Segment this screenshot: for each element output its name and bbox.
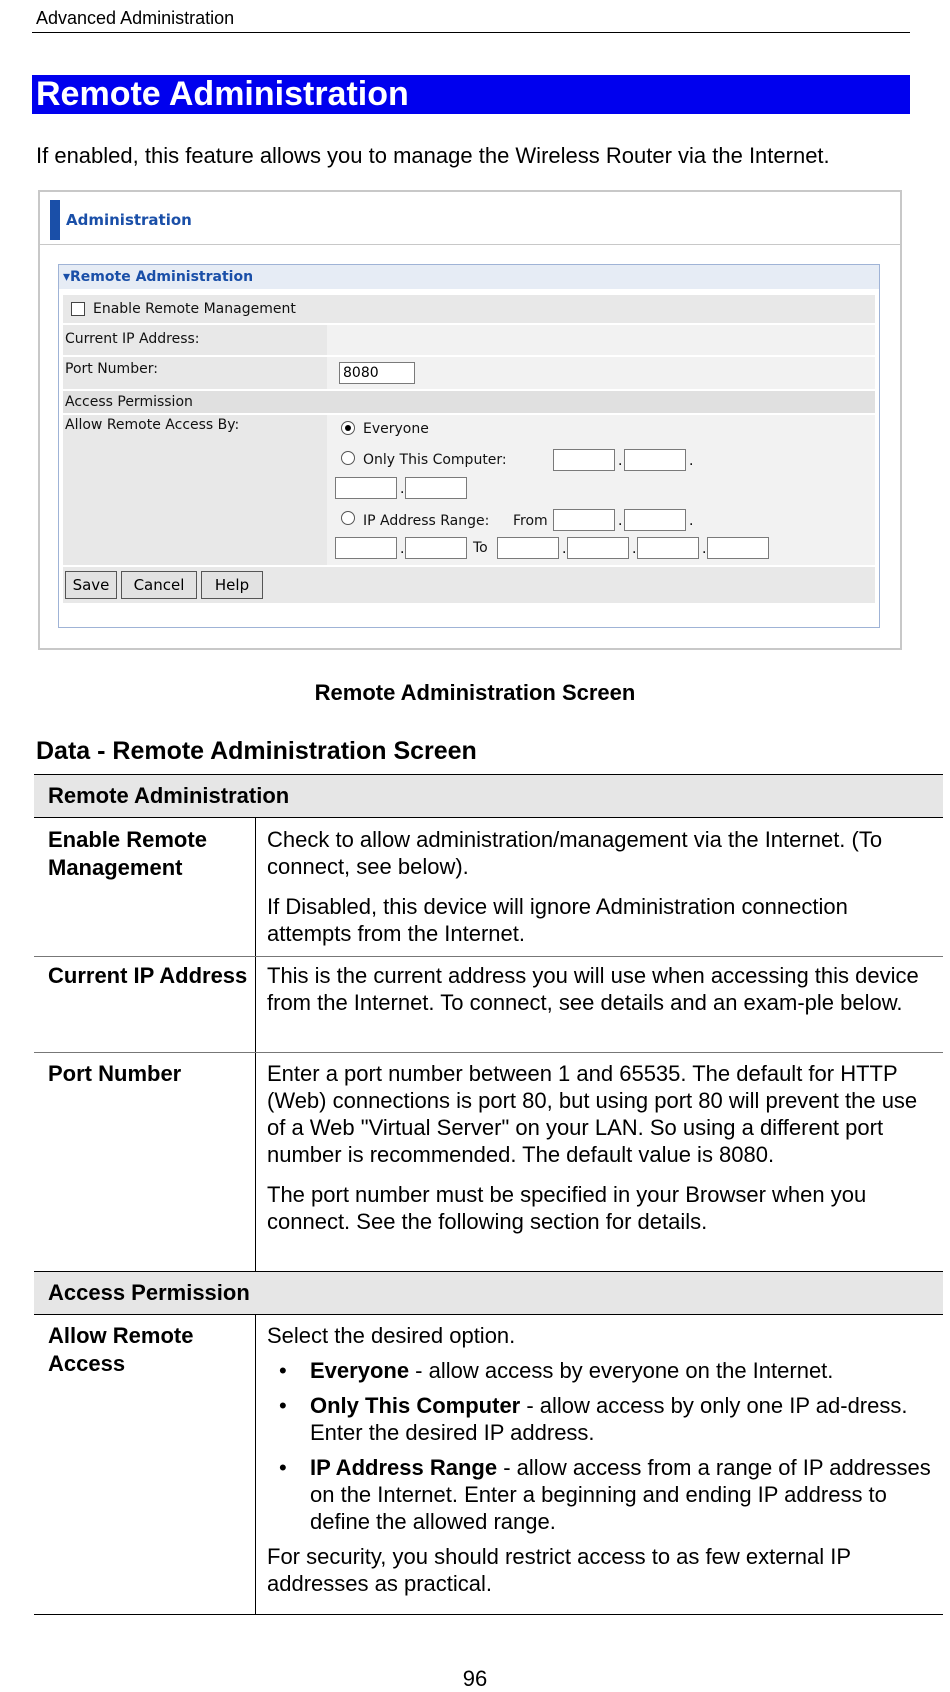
option-desc: - allow access by everyone on the Internet.: [409, 1358, 834, 1383]
everyone-label: Everyone: [363, 421, 429, 437]
table-section-access-permission: Access Permission: [34, 1272, 943, 1314]
desc-allow-remote: [267, 1322, 935, 1610]
term-current-ip: Current IP Address: [48, 963, 248, 988]
screenshot-panel: [38, 190, 902, 650]
button-row: [63, 567, 875, 603]
port-row: [63, 357, 875, 389]
allow-by-row: [63, 415, 875, 565]
admin-title: Administration: [50, 200, 192, 240]
from-octet-4[interactable]: [405, 537, 467, 559]
access-permission-row: [63, 391, 875, 413]
enable-row: [63, 295, 875, 323]
desc-paragraph: Check to allow administration/management via the Internet. (To connect, see below).: [267, 827, 883, 879]
dot-sep: .: [689, 453, 694, 469]
port-input[interactable]: 8080: [339, 362, 415, 384]
table-column-divider: [255, 1314, 256, 1614]
to-label: To: [473, 540, 488, 556]
title-divider: [40, 244, 900, 245]
dot-sep: .: [618, 453, 623, 469]
desc-paragraph: If Disabled, this device will ignore Administration connection attempts from the Internet.: [267, 894, 848, 946]
desc-paragraph: For security, you should restrict access to as few external IP addresses as practical.: [267, 1544, 851, 1596]
to-octet-3[interactable]: [637, 537, 699, 559]
from-octet-2[interactable]: [624, 509, 686, 531]
option-name: IP Address Range: [310, 1455, 498, 1480]
row-rule: [34, 956, 943, 957]
option-name: Only This Computer: [310, 1393, 521, 1418]
desc-current-ip: [267, 962, 935, 1029]
header-rule: [32, 32, 910, 33]
term-port-number: Port Number: [48, 1061, 182, 1086]
option-desc: - allow access from a range of IP addresses on the Internet. Enter a beginning and ending IP address to define the allowed range.: [310, 1455, 931, 1534]
option-desc: - allow access by only one IP ad-dress. Enter the desired IP address.: [310, 1393, 908, 1445]
row-rule: [34, 1052, 943, 1053]
dot-sep: .: [632, 541, 637, 557]
table-bottom-rule: [34, 1614, 943, 1615]
desc-port-number: [267, 1060, 935, 1248]
dot-sep: .: [618, 513, 623, 529]
allow-options-cell: [327, 415, 875, 565]
save-button[interactable]: Save: [65, 571, 117, 599]
to-octet-2[interactable]: [567, 537, 629, 559]
from-label: From: [513, 513, 548, 529]
only-this-radio[interactable]: [341, 451, 355, 465]
table-column-divider: [255, 818, 256, 1271]
current-ip-row: [63, 325, 875, 355]
figure-caption: Remote Administration Screen: [314, 680, 636, 705]
list-item: [267, 1357, 935, 1384]
desc-enable-remote: [267, 826, 935, 960]
only-ip-octet-2[interactable]: [624, 449, 686, 471]
enable-checkbox[interactable]: [71, 302, 85, 316]
everyone-radio[interactable]: [341, 421, 355, 435]
current-ip-label: Current IP Address:: [65, 331, 200, 347]
port-label: Port Number:: [65, 361, 158, 377]
cancel-button[interactable]: Cancel: [121, 571, 197, 599]
only-ip-octet-3[interactable]: [335, 477, 397, 499]
only-ip-octet-1[interactable]: [553, 449, 615, 471]
intro-text: If enabled, this feature allows you to manage the Wireless Router via the Internet.: [36, 143, 830, 168]
enable-label: Enable Remote Management: [93, 301, 296, 317]
range-label: IP Address Range:: [363, 513, 490, 529]
desc-paragraph: Select the desired option.: [267, 1323, 516, 1348]
desc-paragraph: This is the current address you will use when accessing this device from the Internet. To connect, see details and an exam-ple below.: [267, 963, 919, 1015]
table-rule: [34, 1314, 943, 1315]
from-octet-3[interactable]: [335, 537, 397, 559]
desc-paragraph: The port number must be specified in your Browser when you connect. See the following section for details.: [267, 1182, 867, 1234]
table-section-remote-admin: Remote Administration: [34, 775, 943, 817]
help-button[interactable]: Help: [201, 571, 263, 599]
access-permission-label: Access Permission: [65, 394, 193, 410]
running-header: Advanced Administration: [36, 8, 235, 28]
options-list: [267, 1357, 935, 1535]
dot-sep: .: [562, 541, 567, 557]
dot-sep: .: [400, 481, 405, 497]
term-enable-remote: Enable Remote Management: [48, 827, 207, 880]
allow-by-label: Allow Remote Access By:: [65, 417, 240, 433]
list-item: [267, 1454, 935, 1535]
section-label: Remote Administration: [70, 269, 254, 285]
only-this-label: Only This Computer:: [363, 452, 507, 468]
page-number: 96: [462, 1666, 488, 1691]
desc-paragraph: Enter a port number between 1 and 65535. The default for HTTP (Web) connections is port 80, but using port 80 will prevent the use of a Web "Virtual Server" on your LAN. So using a different port number is recommended. The default value is 8080.: [267, 1061, 918, 1167]
list-item: [267, 1392, 935, 1446]
table-rule: [34, 817, 943, 818]
triangle-down-icon: ▾: [63, 269, 71, 285]
only-ip-octet-4[interactable]: [405, 477, 467, 499]
dot-sep: .: [702, 541, 707, 557]
section-header[interactable]: [59, 265, 879, 289]
port-value-cell: [327, 357, 875, 389]
option-name: Everyone: [310, 1358, 410, 1383]
remote-admin-frame: [58, 264, 880, 628]
term-allow-remote: Allow Remote Access: [48, 1323, 194, 1376]
range-radio[interactable]: [341, 511, 355, 525]
dot-sep: .: [400, 541, 405, 557]
from-octet-1[interactable]: [553, 509, 615, 531]
dot-sep: .: [689, 513, 694, 529]
to-octet-4[interactable]: [707, 537, 769, 559]
data-table-title: Data - Remote Administration Screen: [36, 737, 477, 765]
current-ip-value-cell: [327, 325, 875, 355]
page-title: Remote Administration: [32, 75, 910, 114]
to-octet-1[interactable]: [497, 537, 559, 559]
